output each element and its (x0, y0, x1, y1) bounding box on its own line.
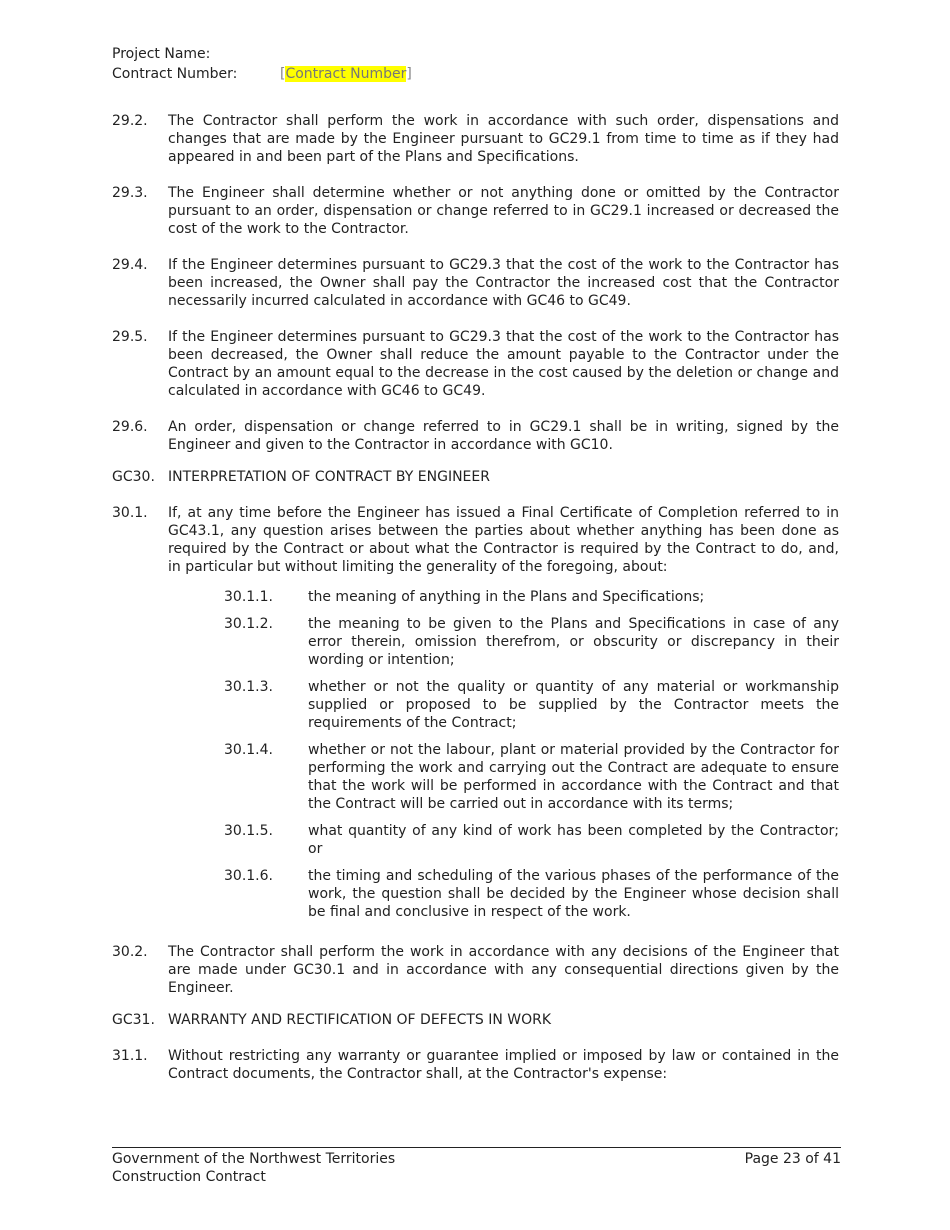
sub-clause-30-1-2 (224, 615, 839, 669)
project-name-label: Project Name: (112, 46, 211, 62)
sub-clause-text: the meaning of anything in the Plans and Specifications; (308, 589, 705, 605)
page-header (112, 44, 412, 84)
sub-clause-text: whether or not the labour, plant or material provided by the Contractor for performing the work and carrying out the Contract are adequate to ensure that the work will be performed in accordance with the Contract and that the Contract will be carried out in accordance with its terms; (308, 742, 839, 812)
section-title: WARRANTY AND RECTIFICATION OF DEFECTS IN WORK (168, 1012, 552, 1028)
contract-number-label: Contract Number: (112, 66, 238, 82)
clause-text: The Contractor shall perform the work in accordance with such order, dispensations and changes that are made by the Engineer pursuant to GC29.1 from time to time as if they had appeared in and been part of the Plans and Specifications. (168, 113, 839, 165)
sub-clause-number: 30.1.2. (224, 616, 273, 632)
sub-clause-30-1-3 (224, 678, 839, 732)
clause-29-4 (112, 256, 839, 310)
clause-number: 29.3. (112, 185, 148, 201)
contract-number-placeholder[interactable]: Contract Number (285, 66, 407, 82)
clause-29-5 (112, 328, 839, 400)
sub-clause-number: 30.1.6. (224, 868, 273, 884)
sub-clause-text: whether or not the quality or quantity of any material or workmanship supplied or proposed to be supplied by the Contractor meets the requirements of the Contract; (308, 679, 839, 731)
sub-clause-text: the meaning to be given to the Plans and Specifications in case of any error therein, omission therefrom, or obscurity or discrepancy in their wording or intention; (308, 616, 839, 668)
clause-text: If the Engineer determines pursuant to GC29.3 that the cost of the work to the Contractor has been increased, the Owner shall pay the Contractor the increased cost that the Contractor necessarily incurred calculated in accordance with GC46 to GC49. (168, 257, 839, 309)
sub-clause-text: the timing and scheduling of the various phases of the performance of the work, the question shall be decided by the Engineer whose decision shall be final and conclusive in respect of the work. (308, 868, 839, 920)
clause-text: If, at any time before the Engineer has issued a Final Certificate of Completion referred to in GC43.1, any question arises between the parties about whether anything has been done as required by the Contract or about what the Contractor is required by the Contract to do, and, in particular but without limiting the generality of the foregoing, about: (168, 505, 839, 575)
footer-document-type: Construction Contract (112, 1169, 266, 1185)
clause-31-1 (112, 1047, 839, 1083)
sub-clause-30-1-6 (224, 867, 839, 921)
document-body (112, 112, 839, 1101)
clause-text: The Contractor shall perform the work in accordance with any decisions of the Engineer that are made under GC30.1 and in accordance with any consequential directions given by the Engineer. (168, 944, 839, 996)
sub-clause-text: what quantity of any kind of work has been completed by the Contractor; or (308, 823, 839, 857)
bracket-open: [ (280, 66, 286, 82)
bracket-close: ] (406, 66, 412, 82)
sub-clause-number: 30.1.5. (224, 823, 273, 839)
section-heading-gc31 (112, 1011, 839, 1029)
section-heading-gc30 (112, 468, 839, 486)
clause-29-3 (112, 184, 839, 238)
sub-clause-number: 30.1.4. (224, 742, 273, 758)
clause-number: 29.6. (112, 419, 148, 435)
clause-30-1 (112, 504, 839, 576)
clause-number: 29.2. (112, 113, 148, 129)
sub-clause-30-1-5 (224, 822, 839, 858)
section-title: INTERPRETATION OF CONTRACT BY ENGINEER (168, 469, 490, 485)
clause-number: 30.2. (112, 944, 148, 960)
contract-number-field[interactable] (280, 64, 412, 84)
clause-29-2 (112, 112, 839, 166)
clause-29-6 (112, 418, 839, 454)
page-number: Page 23 of 41 (744, 1151, 841, 1167)
sub-clause-number: 30.1.3. (224, 679, 273, 695)
sub-clause-number: 30.1.1. (224, 589, 273, 605)
sub-clause-30-1-4 (224, 741, 839, 813)
clause-number: 31.1. (112, 1048, 148, 1064)
clause-number: 29.5. (112, 329, 148, 345)
footer-organization: Government of the Northwest Territories (112, 1151, 396, 1167)
clause-text: If the Engineer determines pursuant to GC29.3 that the cost of the work to the Contractor has been decreased, the Owner shall reduce the amount payable to the Contractor under the Contract by an amount equal to the decrease in the cost caused by the deletion or change and calculated in accordance with GC46 to GC49. (168, 329, 839, 399)
clause-30-2 (112, 943, 839, 997)
clause-text: An order, dispensation or change referred to in GC29.1 shall be in writing, signed by the Engineer and given to the Contractor in accordance with GC10. (168, 419, 839, 453)
clause-number: 29.4. (112, 257, 148, 273)
clause-text: Without restricting any warranty or guarantee implied or imposed by law or contained in the Contract documents, the Contractor shall, at the Contractor's expense: (168, 1048, 839, 1082)
sub-clause-30-1-1 (224, 588, 839, 606)
page-footer (112, 1147, 841, 1186)
clause-text: The Engineer shall determine whether or not anything done or omitted by the Contractor pursuant to an order, dispensation or change referred to in GC29.1 increased or decreased the cost of the work to the Contractor. (168, 185, 839, 237)
section-number: GC30. (112, 469, 155, 485)
clause-number: 30.1. (112, 505, 148, 521)
sub-clause-list (224, 588, 839, 921)
section-number: GC31. (112, 1012, 155, 1028)
